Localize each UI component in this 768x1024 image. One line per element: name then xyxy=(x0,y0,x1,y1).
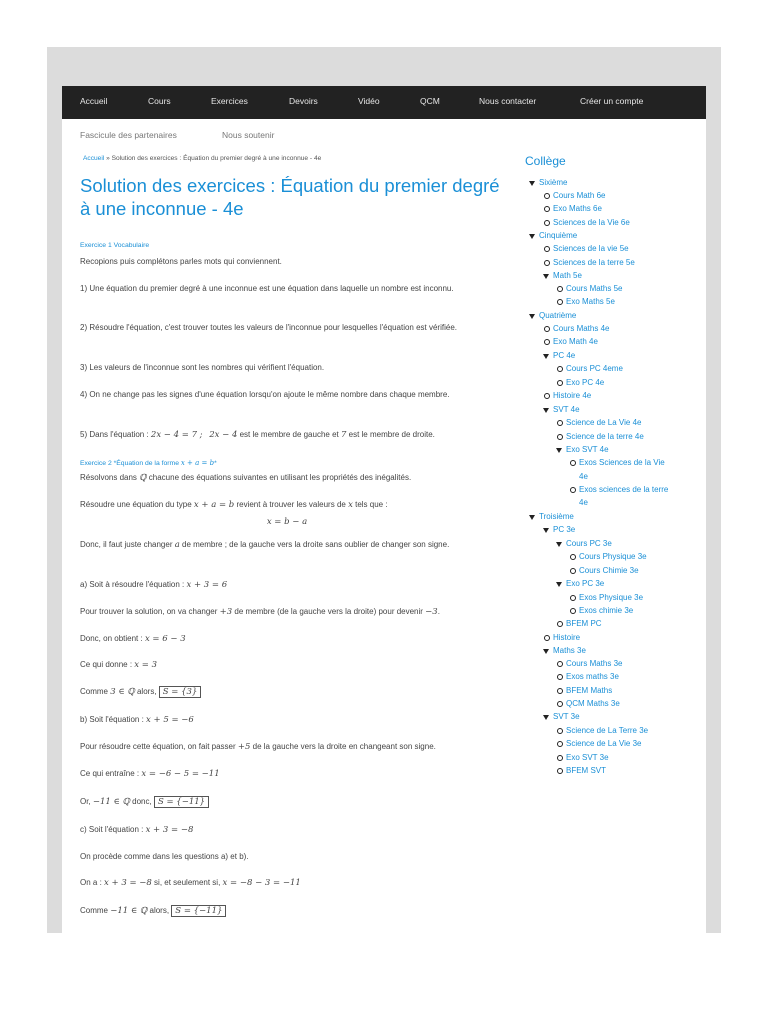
sidebar-item[interactable] xyxy=(566,739,641,749)
sidebar-item[interactable] xyxy=(566,284,622,294)
sidebar-item[interactable] xyxy=(566,539,612,549)
exercise-2-title xyxy=(80,459,217,467)
triangle-down-icon xyxy=(543,714,551,722)
a2 xyxy=(80,605,494,620)
nav-fascicule-partenaires[interactable]: Fascicule des partenaires xyxy=(80,130,177,140)
sidebar-item-label: Sciences de la terre 5e xyxy=(553,258,635,267)
sidebar-item-label: BFEM SVT xyxy=(566,766,607,775)
a1-a: a) Soit à résoudre l'équation : xyxy=(80,580,187,589)
sidebar-item[interactable] xyxy=(579,498,588,508)
r1-a: Résoudre une équation du type xyxy=(80,500,194,509)
sidebar-item[interactable] xyxy=(539,178,567,188)
ex2-intro-set: ℚ xyxy=(139,473,147,483)
q5-left-member: 2x − 4 xyxy=(209,430,238,440)
sidebar-item-label: Maths 3e xyxy=(553,646,586,655)
sidebar-item[interactable] xyxy=(539,512,574,522)
nav-nous-contacter[interactable]: Nous contacter xyxy=(479,96,537,106)
sidebar-item[interactable] xyxy=(566,418,641,428)
r1-eq: x + a = b xyxy=(193,500,235,510)
sidebar-item-label: PC 4e xyxy=(553,351,576,360)
bullet-icon xyxy=(556,728,564,736)
bullet-icon xyxy=(556,741,564,749)
sidebar-item-label: Histoire 4e xyxy=(553,391,592,400)
r2-m: a xyxy=(174,540,180,550)
sidebar-item[interactable] xyxy=(539,311,576,321)
bullet-icon xyxy=(556,420,564,428)
a5-a: Comme xyxy=(80,687,111,696)
sidebar-item[interactable] xyxy=(566,699,620,709)
nav-devoirs[interactable]: Devoirs xyxy=(289,96,318,106)
a3 xyxy=(80,632,494,647)
sidebar-item-label: Exos Physique 3e xyxy=(579,593,644,602)
sidebar-item[interactable] xyxy=(553,271,582,281)
q5-text-e: est le membre de droite. xyxy=(346,430,435,439)
b2 xyxy=(80,740,494,755)
c3-b: si, et seulement si, xyxy=(151,878,223,887)
sidebar-item-label: Histoire xyxy=(553,633,581,642)
ex1-q3: 3) Les valeurs de l'inconnue sont les nombres qui vérifient l'équation. xyxy=(80,363,325,372)
sidebar-item-label: Science de la terre 4e xyxy=(566,432,644,441)
sidebar-item-label: Science de La Terre 3e xyxy=(566,726,649,735)
sidebar-item[interactable] xyxy=(566,659,622,669)
b3-a: Ce qui entraîne : xyxy=(80,769,142,778)
breadcrumb-current: Solution des exercices : Équation du premier degré à une inconnue - 4e xyxy=(111,155,322,162)
bullet-icon xyxy=(569,568,577,576)
sidebar-item-label: Cinquième xyxy=(539,231,578,240)
bullet-icon xyxy=(569,460,577,468)
c1 xyxy=(80,823,494,838)
c3-m2: x = −8 − 3 = −11 xyxy=(222,878,301,888)
c4 xyxy=(80,904,494,919)
sidebar-item-label: Sciences de la Vie 6e xyxy=(553,218,630,227)
r1-x: x xyxy=(348,500,353,510)
sidebar-item[interactable] xyxy=(579,458,665,468)
ex2-title-a: Exercice 2 *Équation de la forme xyxy=(80,460,181,467)
sidebar-item-label: Exo Math 4e xyxy=(553,337,598,346)
bullet-icon xyxy=(556,299,564,307)
sidebar-item-label: Cours Chimie 3e xyxy=(579,566,639,575)
sidebar-item[interactable] xyxy=(553,351,575,361)
ex1-q2: 2) Résoudre l'équation, c'est trouver toutes les valeurs de l'inconnue pour lesquelles l'équation est vérifiée. xyxy=(80,323,457,332)
bullet-icon xyxy=(569,608,577,616)
ex1-q4: 4) On ne change pas les signes d'une équation lorsqu'on ajoute le même nombre dans chaque membre. xyxy=(80,390,450,399)
a5-solution-box: S = {3} xyxy=(159,686,202,698)
sidebar-item[interactable] xyxy=(553,191,605,201)
sidebar-item[interactable] xyxy=(566,432,644,442)
ex1-q5 xyxy=(80,428,494,443)
q5-text-a: 5) Dans l'équation : xyxy=(80,430,151,439)
b3-eq: x = −6 − 5 = −11 xyxy=(141,769,220,779)
a2-a: Pour trouver la solution, on va changer xyxy=(80,607,220,616)
sidebar-item-label: Exos chimie 3e xyxy=(579,606,634,615)
bullet-icon xyxy=(556,380,564,388)
c2: On procède comme dans les questions a) et b). xyxy=(80,852,249,861)
sidebar-item[interactable] xyxy=(553,218,630,228)
sidebar-item-label: Exo PC 4e xyxy=(566,378,605,387)
a2-m2: −3 xyxy=(425,607,438,617)
exercise-1-title: Exercice 1 Vocabulaire xyxy=(80,242,150,249)
ex2-intro-a: Résolvons dans xyxy=(80,473,140,482)
sidebar-item[interactable] xyxy=(553,258,635,268)
main-nav xyxy=(62,86,706,119)
bullet-icon xyxy=(543,339,551,347)
ex2-title-eq: x + a = b xyxy=(180,459,215,467)
bullet-icon xyxy=(543,260,551,268)
sidebar-item[interactable] xyxy=(566,619,602,629)
sidebar-item-label: 4e xyxy=(579,498,588,507)
triangle-down-icon xyxy=(556,447,564,455)
sidebar-item[interactable] xyxy=(579,472,588,482)
b1-a: b) Soit l'équation : xyxy=(80,715,147,724)
c4-solution-box: S = {−11} xyxy=(171,905,226,917)
sidebar-item[interactable] xyxy=(553,324,609,334)
sidebar-item[interactable] xyxy=(566,364,623,374)
sidebar-item[interactable] xyxy=(553,244,629,254)
sidebar-item[interactable] xyxy=(566,378,604,388)
bullet-icon xyxy=(543,246,551,254)
sidebar-item[interactable] xyxy=(566,672,619,682)
a5-m: 3 ∈ ℚ xyxy=(110,687,135,697)
bullet-icon xyxy=(556,674,564,682)
ex2-intro-b: chacune des équations suivantes en utilisant les propriétés des inégalités. xyxy=(146,473,412,482)
a2-c: . xyxy=(437,607,440,616)
sidebar-item[interactable] xyxy=(553,712,580,722)
bullet-icon xyxy=(543,635,551,643)
sidebar-item-label: Cours PC 3e xyxy=(566,539,612,548)
sidebar-title: Collège xyxy=(525,154,566,168)
nav-exercices[interactable]: Exercices xyxy=(211,96,248,106)
b1 xyxy=(80,713,494,728)
a2-m1: +3 xyxy=(219,607,233,617)
sidebar-item-label: SVT 3e xyxy=(553,712,580,721)
sidebar-item[interactable] xyxy=(579,566,639,576)
sidebar-item[interactable] xyxy=(566,726,648,736)
ex2-r1 xyxy=(80,498,494,513)
bullet-icon xyxy=(556,434,564,442)
bullet-icon xyxy=(569,554,577,562)
sidebar-item[interactable] xyxy=(566,686,612,696)
sidebar-item-label: PC 3e xyxy=(553,525,576,534)
a4-a: Ce qui donne : xyxy=(80,660,135,669)
q5-equation: 2x − 4 = 7 ; xyxy=(150,430,203,440)
a5-b: alors, xyxy=(134,687,159,696)
sidebar-item-label: QCM Maths 3e xyxy=(566,699,620,708)
b2-b: de la gauche vers la droite en changeant son signe. xyxy=(250,742,436,751)
sidebar-item-label: Cours PC 4eme xyxy=(566,364,623,373)
sidebar-item-label: Cours Math 6e xyxy=(553,191,606,200)
b2-a: Pour résoudre cette équation, on fait passer xyxy=(80,742,238,751)
r2-b: de membre ; de la gauche vers la droite sans oublier de changer son signe. xyxy=(179,540,450,549)
sidebar-item-label: Cours Maths 4e xyxy=(553,324,610,333)
a1 xyxy=(80,578,494,593)
r2-a: Donc, il faut juste changer xyxy=(80,540,175,549)
sidebar-item[interactable] xyxy=(579,485,668,495)
nav-qcm[interactable]: QCM xyxy=(420,96,440,106)
q5-right-member: 7 xyxy=(340,430,347,440)
sidebar-item-label: Exo Maths 5e xyxy=(566,297,615,306)
a3-a: Donc, on obtient : xyxy=(80,634,145,643)
bullet-icon xyxy=(556,701,564,709)
b4-m: −11 ∈ ℚ xyxy=(92,797,130,807)
r1-c: tels que : xyxy=(352,500,388,509)
sidebar-item-label: SVT 4e xyxy=(553,405,580,414)
sidebar-item[interactable] xyxy=(579,593,643,603)
sidebar-item-label: Exo Maths 6e xyxy=(553,204,602,213)
triangle-down-icon xyxy=(529,313,537,321)
b3 xyxy=(80,767,494,782)
sidebar-item-label: 4e xyxy=(579,472,588,481)
bullet-icon xyxy=(543,393,551,401)
bullet-icon xyxy=(556,688,564,696)
a4 xyxy=(80,658,494,673)
sidebar-item-label: Math 5e xyxy=(553,271,582,280)
sidebar-item-label: Quatrième xyxy=(539,311,577,320)
a2-b: de membre (de la gauche vers la droite) pour devenir xyxy=(232,607,426,616)
sidebar-item-label: Science de La Vie 4e xyxy=(566,418,642,427)
b2-m: +5 xyxy=(237,742,251,752)
sidebar-item[interactable] xyxy=(553,405,580,415)
nav-cours[interactable]: Cours xyxy=(148,96,171,106)
nav-nous-soutenir[interactable]: Nous soutenir xyxy=(222,130,275,140)
sidebar-item[interactable] xyxy=(539,231,577,241)
sidebar-item-label: Exos maths 3e xyxy=(566,672,619,681)
bullet-icon xyxy=(556,621,564,629)
triangle-down-icon xyxy=(543,527,551,535)
breadcrumb-home-link[interactable]: Accueil xyxy=(83,155,105,162)
bullet-icon xyxy=(543,193,551,201)
nav-accueil[interactable]: Accueil xyxy=(80,96,108,106)
triangle-down-icon xyxy=(543,648,551,656)
triangle-down-icon xyxy=(556,581,564,589)
sidebar-item[interactable] xyxy=(579,606,633,616)
triangle-down-icon xyxy=(529,233,537,241)
c4-m: −11 ∈ ℚ xyxy=(110,906,148,916)
a4-eq: x = 3 xyxy=(134,660,157,670)
bullet-icon xyxy=(556,286,564,294)
bullet-icon xyxy=(569,595,577,603)
b1-eq: x + 5 = −6 xyxy=(146,715,194,725)
triangle-down-icon xyxy=(543,353,551,361)
sidebar-item[interactable] xyxy=(566,753,609,763)
sidebar-item[interactable] xyxy=(553,633,580,643)
sidebar-item-label: BFEM PC xyxy=(566,619,602,628)
sidebar-item-label: Exo SVT 3e xyxy=(566,753,609,762)
a1-eq: x + 3 = 6 xyxy=(186,580,228,590)
bullet-icon xyxy=(556,755,564,763)
triangle-down-icon xyxy=(529,514,537,522)
c1-a: c) Soit l'équation : xyxy=(80,825,146,834)
sidebar-item[interactable] xyxy=(579,552,647,562)
page-title: Solution des exercices : Équation du premier degré à une inconnue - 4e xyxy=(80,175,500,219)
bullet-icon xyxy=(543,220,551,228)
a3-eq: x = 6 − 3 xyxy=(144,634,186,644)
sidebar-item-label: Sixième xyxy=(539,178,568,187)
sidebar-item[interactable] xyxy=(566,445,609,455)
triangle-down-icon xyxy=(529,180,537,188)
sidebar-item-label: Exo PC 3e xyxy=(566,579,605,588)
ex2-title-b: * xyxy=(214,460,217,467)
q5-text-c: est le membre de gauche et xyxy=(237,430,341,439)
bullet-icon xyxy=(543,326,551,334)
triangle-down-icon xyxy=(556,541,564,549)
sidebar-item-label: Sciences de la vie 5e xyxy=(553,244,629,253)
sidebar-item-label: BFEM Maths xyxy=(566,686,613,695)
triangle-down-icon xyxy=(543,407,551,415)
sidebar-item-label: Exos Sciences de la Vie xyxy=(579,458,665,467)
nav-creer-compte[interactable]: Créer un compte xyxy=(580,96,644,106)
sidebar-item-label: Science de La Vie 3e xyxy=(566,739,642,748)
ex1-intro: Recopions puis complétons parles mots qui conviennent. xyxy=(80,257,282,266)
bullet-icon xyxy=(543,206,551,214)
sidebar-item[interactable] xyxy=(553,204,602,214)
ex1-q1: 1) Une équation du premier degré à une inconnue est une équation dans laquelle un nombre est inconnu. xyxy=(80,284,454,293)
sidebar-item-label: Cours Maths 5e xyxy=(566,284,623,293)
c3-m1: x + 3 = −8 xyxy=(104,878,152,888)
c4-a: Comme xyxy=(80,906,111,915)
breadcrumb-separator: » xyxy=(104,155,112,162)
c3 xyxy=(80,876,494,891)
breadcrumb xyxy=(83,155,321,162)
sidebar-item[interactable] xyxy=(566,579,604,589)
b4 xyxy=(80,795,494,810)
sidebar-item[interactable] xyxy=(553,646,586,656)
ex2-formula: x = b − a xyxy=(266,517,308,527)
sidebar-item-label: Exo SVT 4e xyxy=(566,445,609,454)
b4-a: Or, xyxy=(80,797,93,806)
r1-b: revient à trouver les valeurs de xyxy=(234,500,349,509)
a5 xyxy=(80,685,494,700)
bullet-icon xyxy=(556,366,564,374)
sidebar-item-label: Troisième xyxy=(539,512,574,521)
sidebar-item-label: Exos sciences de la terre xyxy=(579,485,669,494)
nav-video[interactable]: Vidéo xyxy=(358,96,380,106)
triangle-down-icon xyxy=(543,273,551,281)
bullet-icon xyxy=(556,768,564,776)
c4-b: alors, xyxy=(147,906,172,915)
bullet-icon xyxy=(569,487,577,495)
c3-a: On a : xyxy=(80,878,105,887)
ex2-intro xyxy=(80,471,494,486)
sidebar-item[interactable] xyxy=(553,525,575,535)
sidebar-item[interactable] xyxy=(553,391,591,401)
bullet-icon xyxy=(556,661,564,669)
sidebar-item[interactable] xyxy=(566,766,606,776)
c1-eq: x + 3 = −8 xyxy=(145,825,194,835)
sidebar-item-label: Cours Maths 3e xyxy=(566,659,623,668)
sidebar-item[interactable] xyxy=(553,337,598,347)
sidebar-item-label: Cours Physique 3e xyxy=(579,552,647,561)
b4-b: donc, xyxy=(129,797,154,806)
b4-solution-box: S = {−11} xyxy=(154,796,209,808)
sidebar-item[interactable] xyxy=(566,297,615,307)
ex2-r2 xyxy=(80,538,494,553)
